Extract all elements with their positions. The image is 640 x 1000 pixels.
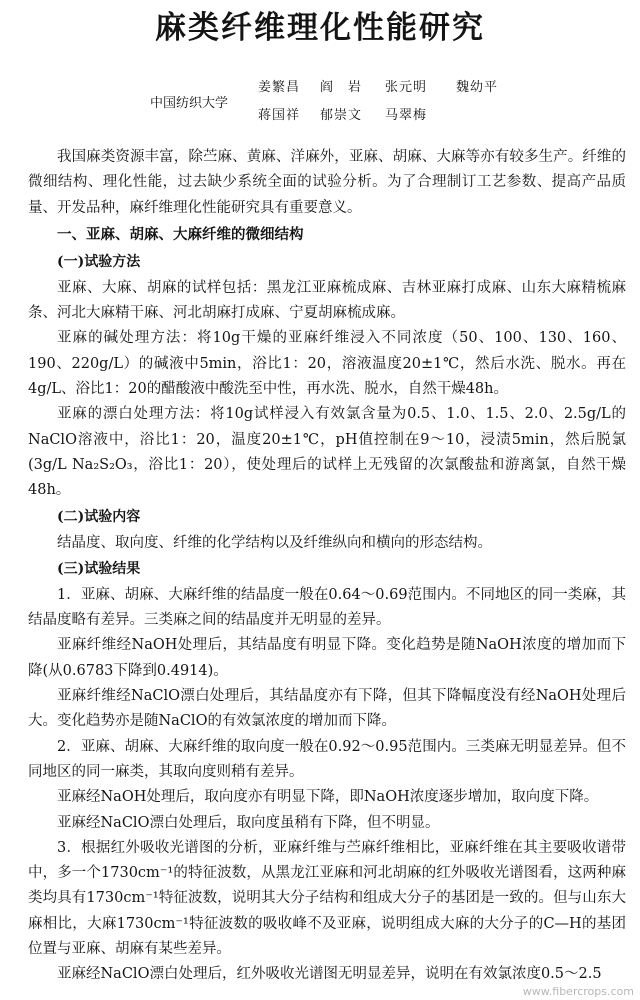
paper-title: 麻类纤维理化性能研究	[155, 10, 485, 46]
body-paragraph: 亚麻经NaClO漂白处理后，取向度虽稍有下降，但不明显。	[57, 814, 440, 831]
author-name: 魏幼平	[456, 80, 499, 95]
body-paragraph: 亚麻、大麻、胡麻的试样包括：黑龙江亚麻梳成麻、吉林亚麻打成麻、山东大麻精梳麻条、河北大麻精干麻、河北胡麻打成麻、宁夏胡麻梳成麻。	[28, 279, 626, 322]
subsection-heading: (三)试验结果	[57, 560, 141, 577]
body-paragraph: 3．根据红外吸收光谱图的分析，亚麻纤维与苎麻纤维相比，亚麻纤维在其主要吸收谱带中，多一个1730cm⁻¹的特征波数，从黑龙江亚麻和河北胡麻的红外吸收光谱图看，这两种麻类均具有1730cm⁻¹特征波数，说明其大分子结构和组成大分子的基团是一致的。但与山东大麻相比，大麻1730cm⁻¹特征波数的吸收峰不及亚麻，说明组成大麻的大分子的C—H的基团位置与亚麻、胡麻有某些差异。	[28, 839, 626, 958]
body-paragraph: 结晶度、取向度、纤维的化学结构以及纤维纵向和横向的形态结构。	[57, 534, 492, 551]
intro-paragraph: 我国麻类资源丰富，除苎麻、黄麻、洋麻外，亚麻、胡麻、大麻等亦有较多生产。纤维的微细结构、理化性能，过去缺少系统全面的试验分析。为了合理制订工艺参数、提高产品质量、开发品种，麻纤维理化性能研究具有重要意义。	[28, 149, 626, 216]
watermark: www.fibercrops.com	[522, 985, 634, 998]
subsection-heading: (二)试验内容	[57, 508, 141, 525]
body-paragraph: 亚麻经NaOH处理后，取向度亦有明显下降，即NaOH浓度逐步增加，取向度下降。	[57, 789, 599, 806]
body-paragraph: 亚麻的碱处理方法：将10g干燥的亚麻纤维浸入不同浓度（50、100、130、160、190、220g/L）的碱液中5min，浴比1：20，溶液温度20±1℃，然后水洗、脱水。再在4g/L、浴比1：20的醋酸液中酸洗至中性，再水洗、脱水，自然干燥48h。	[28, 330, 626, 398]
author-name: 姜繁昌	[258, 80, 301, 95]
author-name: 蒋国祥	[258, 108, 301, 123]
paper-body	[28, 145, 626, 988]
body-paragraph: 2．亚麻、胡麻、大麻纤维的取向度一般在0.92～0.95范围内。三类麻无明显差异。但不同地区的同一麻类，其取向度则稍有差异。	[28, 738, 626, 780]
author-name: 郁崇文	[320, 108, 363, 123]
body-paragraph: 亚麻纤维经NaOH处理后，其结晶度有明显下降。变化趋势是随NaOH浓度的增加而下降(从0.6783下降到0.4914)。	[28, 637, 626, 679]
author-name: 阎 岩	[320, 80, 363, 95]
body-paragraph: 亚麻纤维经NaClO漂白处理后，其结晶度亦有下降，但其下降幅度没有经NaOH处理后大。变化趋势亦是随NaClO的有效氯浓度的增加而下降。	[28, 688, 626, 730]
author-name: 张元明	[385, 80, 428, 95]
body-paragraph: 1．亚麻、胡麻、大麻纤维的结晶度一般在0.64～0.69范围内。不同地区的同一类麻，其结晶度略有差异。三类麻之间的结晶度并无明显的差异。	[28, 586, 626, 629]
author-name: 马翠梅	[385, 108, 428, 123]
subsection-heading: (一)试验方法	[57, 253, 141, 270]
section-heading: 一、亚麻、胡麻、大麻纤维的微细结构	[57, 225, 304, 243]
body-paragraph: 亚麻的漂白处理方法：将10g试样浸入有效氯含量为0.5、1.0、1.5、2.0、2.5g/L的NaClO溶液中，浴比1：20，温度20±1℃，pH值控制在9～10，浸渍5min，然后脱氯(3g/L Na₂S₂O₃，浴比1：20），使处理后的试样上无残留的次氯酸盐和游离氯，自然干燥48h。	[28, 406, 626, 499]
body-paragraph: 亚麻经NaClO漂白处理后，红外吸收光谱图无明显差异，说明在有效氯浓度0.5～2.5	[57, 966, 602, 983]
author-affiliation: 中国纺织大学	[150, 96, 229, 111]
